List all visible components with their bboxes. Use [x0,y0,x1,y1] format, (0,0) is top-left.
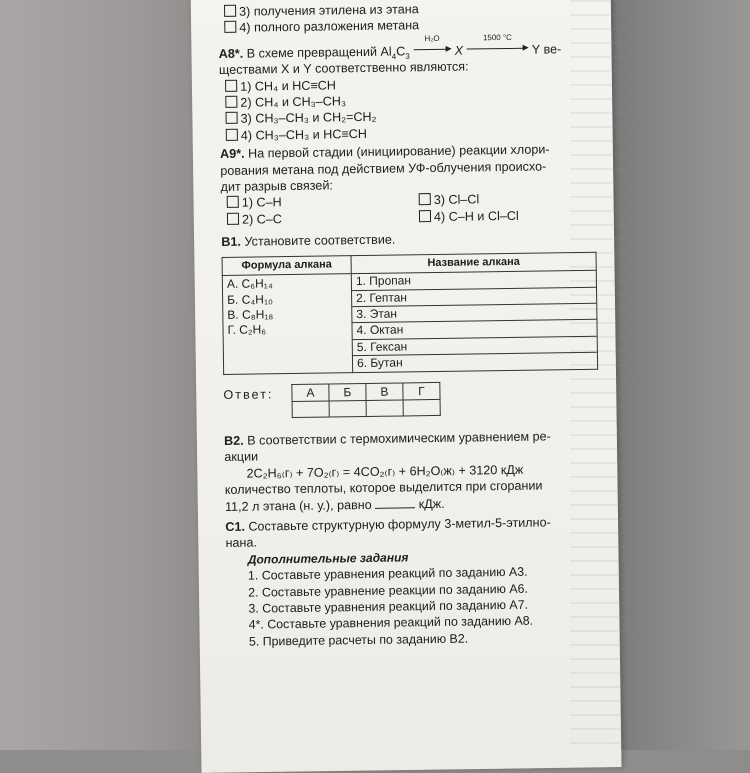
a9-question: A9*. На первой стадии (инициирование) реакции хлори- [220,142,550,162]
answer-col-header: В [366,382,403,400]
checkbox[interactable] [224,5,236,17]
extra-item: 2. Составьте уравнение реакции по заданию A6. [248,581,529,600]
col-formula-header: Формула алкана [222,255,351,275]
b2-line3: количество теплоты, которое выделится при сгорании [224,478,543,498]
a9-option-1[interactable]: 1) C–H [227,193,419,212]
c1-line2: нана. [225,535,258,551]
name-item: 3. Этан [352,304,596,324]
answer-input-cell[interactable] [292,401,329,418]
c1-question: C1. Составьте структурную формулу 3-метил-5-этилно- [225,515,551,534]
answer-col-header: А [292,384,329,402]
b2-question: B2. В соответствии с термохимическим уравнением ре- [224,429,551,448]
extra-list [226,563,617,650]
reaction-arrow: H₂O [413,44,451,55]
formula-item: Б. C₄H₁₀ [227,291,274,307]
b2-line4: 11,2 л этана (н. у.), равно кДж. [224,496,445,514]
b1-question: B1. Установите соответствие. [221,232,396,250]
name-item: 6. Бутан [356,355,403,371]
a9-option-3[interactable]: 3) Cl–Cl [419,190,611,209]
formula-cell [222,274,352,374]
checkbox[interactable] [419,210,431,222]
name-item: 2. Гептан [352,287,596,307]
a8-option-2[interactable]: 2) CH₄ и CH₃–CH₃ [219,90,609,112]
b1-answer: Ответ: А Б В Г [223,379,613,419]
thermochemical-equation: 2C₂H₆₍г₎ + 7O₂₍г₎ = 4CO₂₍г₎ + 6H₂O₍ж₎ + 3120 кДж [246,462,524,481]
formula-item: А. C₆H₁₄ [226,276,273,291]
checkbox[interactable] [226,112,238,124]
a8-option-1[interactable]: 1) CH₄ и HC≡CH [219,73,609,95]
extra-title: Дополнительные задания [247,550,409,567]
a9-question-line2: рования метана под действием УФ-облучения происхо- [220,159,547,178]
reaction-arrow: 1500 °C [466,42,528,53]
extra-item: 1. Составьте уравнения реакций по заданию A3. [247,564,528,583]
extra-item: 4*. Составьте уравнения реакций по заданию A8. [248,614,534,633]
answer-input-cell[interactable] [366,400,403,417]
checkbox[interactable] [225,79,237,91]
checkbox[interactable] [227,196,239,208]
col-name-header: Название алкана [351,252,596,274]
answer-input-cell[interactable] [403,399,440,416]
checkbox[interactable] [226,129,238,141]
answer-col-header: Б [329,383,366,401]
a9-option-4[interactable]: 4) C–H и Cl–Cl [419,206,611,225]
name-item: 5. Гексан [353,336,597,356]
checkbox[interactable] [224,21,236,33]
a9-options [221,190,611,228]
name-item: 1. Пропан [352,271,596,291]
a8-option-4[interactable]: 4) CH₃–CH₃ и HC≡CH [220,122,610,144]
b2-line2: акции [224,449,259,465]
answer-grid [291,381,440,417]
a7-option-3[interactable]: 3) получения этилена из этана [218,0,608,20]
answer-input-cell[interactable] [329,400,366,417]
a8-question: A8*. В схеме превращений $Al_4C_3$ H₂O X 1500 °C Y ве- [218,32,562,61]
a7-option-4[interactable]: 4) полного разложения метана [218,15,608,37]
worksheet-page [218,0,617,650]
answer-col-header: Г [403,382,440,400]
extra-item: 5. Приведите расчеты по заданию B2. [248,631,469,649]
checkbox[interactable] [225,96,237,108]
a9-option-2[interactable]: 2) C–C [227,209,419,228]
a9-question-line3: дит разрыв связей: [220,178,334,195]
a8-question-line2: ществами X и Y соответственно являются: [218,59,469,78]
a8-option-3[interactable]: 3) CH₃–CH₃ и CH₂=CH₂ [220,106,610,128]
answer-blank[interactable] [375,496,415,509]
formula-item: В. C₈H₁₈ [227,307,274,322]
formula-item: Г. C₂H₆ [227,322,267,338]
checkbox[interactable] [419,194,431,206]
name-item: 4. Октан [352,320,596,340]
checkbox[interactable] [227,213,239,225]
names-cell [351,270,597,372]
alkane-match-table [222,251,599,374]
extra-item: 3. Составьте уравнения реакций по заданию A7. [248,597,529,616]
